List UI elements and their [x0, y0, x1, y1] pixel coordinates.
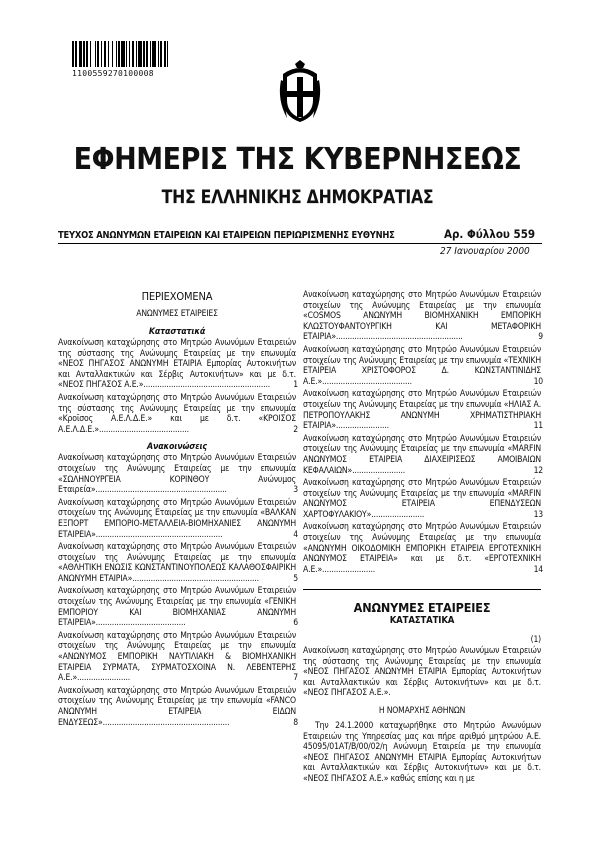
contents-entry [58, 542, 296, 584]
entry-page-number: 11 [533, 421, 543, 432]
coat-of-arms-emblem [277, 60, 323, 126]
entry-text: Ανακοίνωση καταχώρησης στο Μητρώο Ανωνύμων Εταιρειών στοιχείων της Ανώνυμης Εταιρείας με την επωνυμία «ΓΕΝΙΚΗ ΕΜΠΟΡΙΟΥ ΚΑΙ ΒΙΟΜΗΧΑΝΙΑΣ ΑΝΩΝΥΜΗ ΕΤΑΙΡΕΙΑ»....................................... [58, 586, 296, 629]
body-paragraph: Την 24.1.2000 καταχωρήθηκε στο Μητρώο Ανωνύμων Εταιρειών της Υπηρεσίας μας και πήρε αριθμό μητρώου Α.Ε. 45095/01ΑΤ/Β/00/02/η Ανώνυμη Εταιρεία με την επωνυμία «ΝΕΟΣ ΠΗΓΑΣΟΣ ΑΝΩΝΥΜΗ ΕΤΑΙΡΙΑ Εμπορίας Αυτοκινήτων και Ανταλλακτικών και Σέρβις Αυτοκινήτων» και με δ.τ. «ΝΕΟΣ ΠΗΓΑΣΟΣ Α.Ε.» καθώς επίσης και η με [303, 721, 541, 784]
header-rule [58, 243, 542, 244]
entry-page-number: 7 [293, 673, 298, 684]
barcode-number: 1100559270100008 [72, 69, 154, 78]
issue-type: ΤΕΥΧΟΣ ΑΝΩΝΥΜΩΝ ΕΤΑΙΡΕΙΩΝ ΚΑΙ ΕΤΑΙΡΕΙΩΝ ΠΕΡΙΩΡΙΣΜΕΝΗΣ ΕΥΘΥΝΗΣ [58, 230, 395, 241]
contents-entry [58, 631, 296, 684]
gazette-subtitle: ΤΗΣ ΕΛΛΗΝΙΚΗΣ ΔΗΜΟΚΡΑΤΙΑΣ [161, 186, 434, 208]
contents-left-column [58, 290, 296, 730]
entry-text: Ανακοίνωση καταχώρησης στο Μητρώο Ανωνύμων Εταιρειών στοιχείων της Ανώνυμης Εταιρείας με την επωνυμία «ΣΩΛΗΝΟΥΡΓΕΙΑ ΚΟΡΙΝΘΟΥ Ανώνυμος Εταιρεία»......................................................... [58, 453, 296, 496]
notice-entries-right [303, 290, 541, 575]
entry-page-number: 13 [533, 509, 543, 520]
entry-text: Ανακοίνωση καταχώρησης στο Μητρώο Ανωνύμων Εταιρειών της σύστασης της Ανώνυμης Εταιρείας με την επωνυμία «Κροϊσος Α.Ε.Λ.Δ.Ε.» και με δ.τ. «ΚΡΟΙΣΟΣ Α.Ε.Λ.Δ.Ε.»....................................... [58, 392, 296, 435]
entry-page-number: 5 [293, 573, 298, 584]
entry-text: Ανακοίνωση καταχώρησης στο Μητρώο Ανωνύμων Εταιρειών στοιχείων της Ανώνυμης Εταιρείας με την επωνυμία «ΤΕΧΝΙΚΗ ΕΤΑΙΡΕΙΑ ΧΡΙΣΤΟΦΟΡΟΣ Δ. ΚΩΝΣΤΑΝΤΙΝΙΔΗΣ Α.Ε.»....................................... [303, 344, 541, 387]
contents-entry [58, 338, 296, 391]
entry-page-number: 8 [293, 717, 298, 728]
contents-entry [58, 686, 296, 728]
contents-category: ΑΝΩΝΥΜΕΣ ΕΤΑΙΡΕΙΕΣ [136, 309, 218, 319]
entry-text: Ανακοίνωση καταχώρησης στο Μητρώο Ανωνύμων Εταιρειών στοιχείων της Ανώνυμης Εταιρείας με την επωνυμία «COSMOS ΑΝΩΝΥΜΗ ΒΙΟΜΗΧΑΝΙΚΗ ΕΜΠΟΡΙΚΗ ΚΛΩΣΤΟΥΦΑΝΤΟΥΡΓΙΚΗ ΚΑΙ ΜΕΤΑΦΟΡΙΚΗ ΕΤΑΙΡΙΑ»....................................................... [303, 290, 541, 343]
entry-text: Ανακοίνωση καταχώρησης στο Μητρώο Ανωνύμων Εταιρειών στοιχείων της Ανώνυμης Εταιρείας με την επωνυμία «MARFIN ΑΝΩΝΥΜΟΣ ΕΤΑΙΡΕΙΑ ΕΠΕΝΔΥΣΕΩΝ ΧΑΡΤΟΦΥΛΑΚΙΟΥ»....................... [303, 478, 541, 520]
body-intro: Ανακοίνωση καταχώρησης στο Μητρώο Ανωνύμων Εταιρειών της σύστασης της Ανώνυμης Εταιρείας με την επωνυμία «ΝΕΟΣ ΠΗΓΑΣΟΣ ΑΝΩΝΥΜΗ ΕΤΑΙΡΙΑ Εμπορίας Αυτοκινήτων και Ανταλλακτικών και Σέρβις Αυτοκινήτων» και με δ.τ. «ΝΕΟΣ ΠΗΓΑΣΟΣ Α.Ε.». [303, 646, 541, 699]
sheet-number: Αρ. Φύλλου 559 [444, 227, 536, 241]
contents-entry [58, 393, 296, 435]
gazette-title: ΕΦΗΜΕΡΙΣ ΤΗΣ ΚΥΒΕΡΝΗΣΕΩΣ [73, 142, 522, 177]
barcode [72, 41, 212, 67]
entry-page-number: 3 [293, 485, 298, 496]
contents-entry [58, 586, 296, 628]
section-statutes: Καταστατικά [148, 327, 206, 337]
entry-text: Ανακοίνωση καταχώρησης στο Μητρώο Ανωνύμων Εταιρειών στοιχείων της Ανώνυμης Εταιρείας με την επωνυμία «ΑΝΩΝΥΜΟΣ ΕΜΠΟΡΙΚΗ ΝΑΥΤΙΛΙΑΚΗ & ΒΙΟΜΗΧΑΝΙΚΗ ΕΤΑΙΡΕΙΑ ΣΥΡΜΑΤΑ, ΣΥΡΜΑΤΟΣΧΟΙΝΑ Ν. ΛΕΒΕΝΤΕΡΗΣ Α.Ε.»....................... [58, 630, 296, 684]
contents-heading: ΠΕΡΙΕΧΟΜΕΝΑ [141, 290, 213, 303]
entry-text: Ανακοίνωση καταχώρησης στο Μητρώο Ανωνύμων Εταιρειών στοιχείων της Ανώνυμης Εταιρείας με την επωνυμία «ΑΝΩΝΥΜΗ ΟΙΚΟΔΟΜΙΚΗ ΕΜΠΟΡΙΚΗ ΕΤΑΙΡΕΙΑ ΕΡΓΟΤΕΧΝΙΚΗ ΑΝΩΝΥΜΟΣ ΕΤΑΙΡΕΙΑ» και με δ.τ. «ΕΡΓΟΤΕΧΝΙΚΗ Α.Ε.»....................... [303, 522, 541, 575]
section-divider [303, 589, 541, 590]
body-subheading: ΚΑΤΑΣΤΑΤΙΚΑ [389, 615, 455, 627]
item-number: (1) [530, 635, 541, 646]
contents-entry [303, 389, 541, 431]
contents-entry [303, 522, 541, 575]
entry-text: Ανακοίνωση καταχώρησης στο Μητρώο Ανωνύμων Εταιρειών στοιχείων της Ανώνυμης Εταιρείας με την επωνυμία «ΗΛΙΑΣ Α. ΠΕΤΡΟΠΟΥΛΑΚΗΣ ΑΝΩΝΥΜΗ ΧΡΗΜΑΤΙΣΤΗΡΙΑΚΗ ΕΤΑΙΡΙΑ»....................... [303, 389, 541, 432]
entry-page-number: 10 [533, 376, 543, 387]
notice-entries-left [58, 453, 296, 728]
contents-entry [303, 478, 541, 520]
entry-page-number: 6 [293, 618, 298, 629]
body-heading: ΑΝΩΝΥΜΕΣ ΕΤΑΙΡΕΙΕΣ [353, 600, 491, 616]
entry-page-number: 4 [293, 529, 298, 540]
statute-entries [58, 338, 296, 435]
contents-entry [58, 498, 296, 540]
entry-page-number: 2 [293, 424, 298, 435]
contents-entry [58, 453, 296, 495]
entry-text: Ανακοίνωση καταχώρησης στο Μητρώο Ανωνύμων Εταιρειών της σύστασης της Ανώνυμης Εταιρείας με την επωνυμία «ΝΕΟΣ ΠΗΓΑΣΟΣ ΑΝΩΝΥΜΗ ΕΤΑΙΡΙΑ Εμπορίας Αυτοκινήτων και Ανταλλακτικών και Σέρβις Αυτοκινήτων» και με δ.τ. «ΝΕΟΣ ΠΗΓΑΣΟΣ Α.Ε.»....................................................... [58, 338, 296, 391]
entry-text: Ανακοίνωση καταχώρησης στο Μητρώο Ανωνύμων Εταιρειών στοιχείων της Ανώνυμης Εταιρείας με την επωνυμία «MARFIN ΑΝΩΝΥΜΟΣ ΕΤΑΙΡΕΙΑ ΔΙΑΧΕΙΡΙΣΕΩΣ ΑΜΟΙΒΑΙΩΝ ΚΕΦΑΛΑΙΩΝ»....................... [303, 433, 541, 476]
entry-page-number: 12 [533, 465, 543, 476]
entry-text: Ανακοίνωση καταχώρησης στο Μητρώο Ανωνύμων Εταιρειών στοιχείων της Ανώνυμης Εταιρείας με την επωνυμία «ΒΑΛΚΑΝ ΕΞΠΟΡΤ ΕΜΠΟΡΙΟ-ΜΕΤΑΛΛΕΙΑ-ΒΙΟΜΗΧΑΝΙΕΣ ΑΝΩΝΥΜΗ ΕΤΑΙΡΕΙΑ»....................................................... [58, 497, 296, 540]
contents-entry [303, 345, 541, 387]
entry-page-number: 1 [293, 380, 298, 391]
body-authority: Η ΝΟΜΑΡΧΗΣ ΑΘΗΝΩΝ [378, 706, 466, 716]
entry-text: Ανακοίνωση καταχώρησης στο Μητρώο Ανωνύμων Εταιρειών στοιχείων της Ανώνυμης Εταιρείας με την επωνυμία «ΑΘΛΗΤΙΚΗ ΕΝΩΣΙΣ ΚΩΝΣΤΑΝΤΙΝΟΥΠΟΛΕΩΣ ΚΑΛΑΘΟΣΦΑΙΡΙΚΗ ΑΝΩΝΥΜΗ ΕΤΑΙΡΙΑ»....................................................... [58, 542, 296, 584]
contents-entry [303, 434, 541, 476]
section-notices: Ανακοινώσεις [147, 442, 207, 453]
contents-right-column [303, 290, 541, 785]
contents-entry [303, 290, 541, 343]
entry-page-number: 9 [538, 332, 543, 343]
entry-text: Ανακοίνωση καταχώρησης στο Μητρώο Ανωνύμων Εταιρειών στοιχείων της Ανώνυμης Εταιρείας με την επωνυμία «FANCO ΑΝΩΝΥΜΗ ΕΤΑΙΡΕΙΑ ΕΙΔΩΝ ΕΝΔΥΣΕΩΣ»....................................................... [58, 685, 296, 728]
entry-page-number: 14 [533, 564, 543, 575]
issue-date: 27 Ιανουαρίου 2000 [440, 246, 530, 257]
